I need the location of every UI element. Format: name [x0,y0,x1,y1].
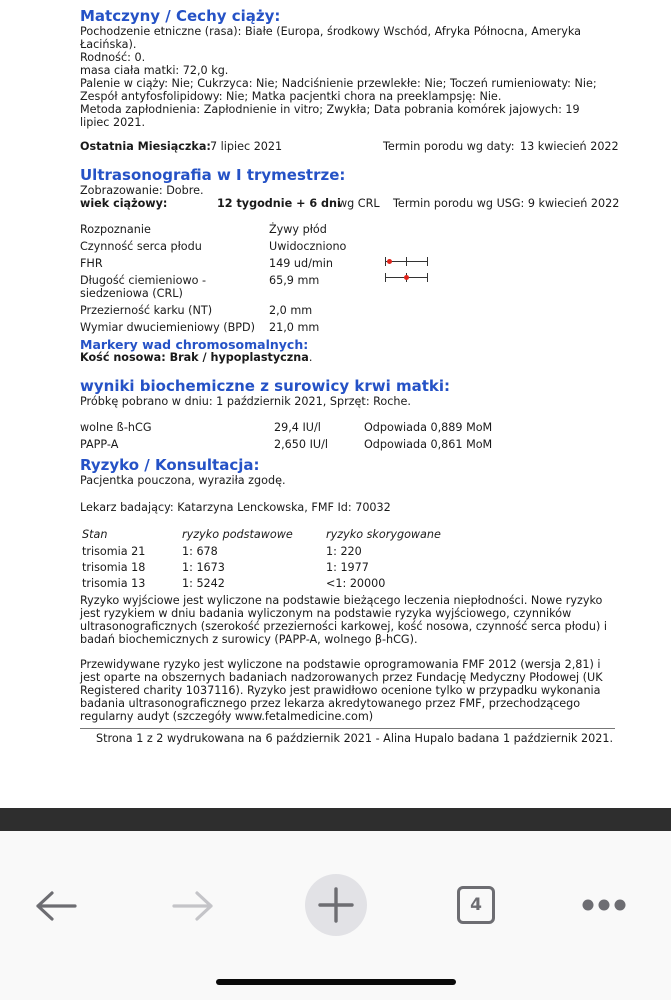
tab-count: 4 [470,895,482,915]
risk-background: 1: 1673 [182,561,225,574]
us-row-value: 2,0 mm [269,304,313,317]
us-row-value: 65,9 mm [269,274,320,287]
new-tab-button[interactable] [305,874,367,936]
ga-method: wg CRL [338,197,380,210]
risk-condition: trisomia 18 [82,561,146,574]
us-row-label: Rozpoznanie [80,223,151,236]
risk-table-header: ryzyko podstawowe [182,528,293,541]
home-indicator [216,979,456,985]
risk-condition: trisomia 13 [82,577,146,590]
lmp-value: 7 lipiec 2021 [210,140,283,153]
nasal-bone-text: Kość nosowa: Brak / hypoplastyczna [80,351,309,364]
lmp-label: Ostatnia Miesiączka: [80,140,211,153]
biochem-label: PAPP-A [80,438,119,451]
maternal-history-1: Palenie w ciąży: Nie; Cukrzyca: Nie; Nadciśnienie przewlekłe: Nie; Toczeń rumieniowaty: Nie; [80,77,597,90]
nasal-bone-line: Kość nosowa: Brak / hypoplastyczna. [80,351,313,364]
browser-toolbar [0,831,671,1000]
risk-background: 1: 5242 [182,577,225,590]
page-separator-band [0,808,671,831]
risk-table-header: ryzyko skorygowane [326,528,441,541]
ultrasound-heading: Ultrasonografia w I trymestrze: [80,166,346,184]
biochem-label: wolne ß-hCG [80,421,152,434]
tabs-button[interactable] [455,884,497,926]
due-date-value: 13 kwiecień 2022 [520,140,619,153]
usg-due-date: Termin porodu wg USG: 9 kwiecień 2022 [393,197,620,210]
ga-label: wiek ciążowy: [80,197,168,210]
risk-note-2: Przewidywane ryzyko jest wyliczone na podstawie oprogramowania FMF 2012 (wersja 2,81) i jest oparte na obszernych badaniach nadzorowanych przez Fundację Medyczny Płodowej (UK Registered charity 1037116). Ryzyko jest prawidłowo ocenione tylko w przypadku wykonania badania ultrasonograficznego przez lekarza akredytowanego przez FMF, przechodzącego regularny audyt (szczegóły www.fetalmedicine.com) [80,658,603,723]
us-row-label: Długość ciemieniowo - siedzeniowa (CRL) [80,274,207,300]
sample-info: Próbkę pobrano w dniu: 1 październik 2021, Sprzęt: Roche. [80,395,411,408]
risk-condition: trisomia 21 [82,545,146,558]
crl-marker-dot [404,275,409,280]
examining-doctor: Lekarz badający: Katarzyna Lenckowska, FMF Id: 70032 [80,501,391,514]
imaging-quality: Zobrazowanie: Dobre. [80,184,204,197]
forward-button[interactable] [167,879,221,933]
us-row-label: Czynność serca płodu [80,240,202,253]
counselling-note: Pacjentka pouczona, wyraziła zgodę. [80,474,286,487]
due-date-label: Termin porodu wg daty: [383,140,515,153]
arrow-left-icon [33,890,77,922]
biochem-mom: Odpowiada 0,889 MoM [364,421,493,434]
crl-reference-scale [383,271,429,284]
maternal-history-2: Zespół antyfosfolipidowy: Nie; Matka pacjentki chora na preeklampsję: Nie. [80,90,502,103]
us-row-value: 149 ud/min [269,257,333,270]
us-row-label: FHR [80,257,103,270]
footer-divider [80,728,615,729]
more-button[interactable] [578,886,630,924]
us-row-value: 21,0 mm [269,321,320,334]
biochem-value: 29,4 IU/l [274,421,321,434]
fhr-marker-dot [387,259,392,264]
ga-value: 12 tygodnie + 6 dni [217,197,341,210]
more-dots-icon [580,898,628,912]
markers-heading: Markery wad chromosomalnych: [80,337,309,352]
fhr-reference-scale [383,255,429,268]
us-row-label: Wymiar dwuciemieniowy (BPD) [80,321,256,334]
conception-method: Metoda zapłodnienia: Zapłodnienie in vitro; Zwykła; Data pobrania komórek jajowych: 19 lipiec 2021. [80,103,580,129]
risk-table-header: Stan [82,528,108,541]
us-row-value: Uwidoczniono [269,240,347,253]
page-footer: Strona 1 z 2 wydrukowana na 6 październik 2021 - Alina Hupalo badana 1 październik 2021. [96,732,614,745]
maternal-ethnicity: Pochodzenie etniczne (rasa): Białe (Europa, środkowy Wschód, Afryka Północna, Ameryka Łacińska). [80,25,582,51]
risk-note-1: Ryzyko wyjściowe jest wyliczone na podstawie bieżącego leczenia niepłodności. Nowe ryzyko jest ryzykiem w dniu badania wyliczonym na podstawie ryzyka wyjściowego, czynników ultrasonograficznych (szerokość przezierności karkowej, kość nosowa, czynność serca płodu) i badań biochemicznych z surowicy (PAPP-A, wolnego β-hCG). [80,594,607,646]
biochem-value: 2,650 IU/l [274,438,328,451]
arrow-right-icon [172,890,216,922]
risk-background: 1: 678 [182,545,218,558]
maternal-weight: masa ciała matki: 72,0 kg. [80,64,229,77]
us-row-label: Przezierność karku (NT) [80,304,213,317]
maternal-parity: Rodność: 0. [80,51,146,64]
tab-count-box [457,886,495,924]
maternal-heading: Matczyny / Cechy ciąży: [80,7,281,25]
risk-adjusted: 1: 1977 [326,561,369,574]
biochem-heading: wyniki biochemiczne z surowicy krwi matki: [80,377,450,395]
risk-heading: Ryzyko / Konsultacja: [80,456,260,474]
biochem-mom: Odpowiada 0,861 MoM [364,438,493,451]
us-row-value: Żywy płód [269,223,327,236]
risk-adjusted: <1: 20000 [326,577,386,590]
plus-icon [317,886,355,924]
back-button[interactable] [28,879,82,933]
risk-adjusted: 1: 220 [326,545,362,558]
